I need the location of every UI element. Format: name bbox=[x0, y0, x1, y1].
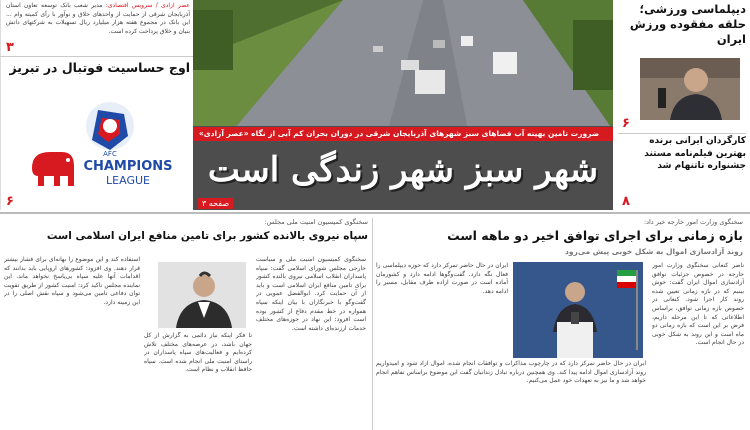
article-body-column: استفاده کند و این موضوع را بهانه‌ای برای فشار بیشتر قرار دهند. وی افزود: کشورهای اروپایی باید بدانند که اقدامات آنها علیه سپاه بی‌پاسخ نخواهد ماند. این نماینده مجلس تاکید کرد: امنیت کشور از طریق تقویت توان دفاعی تامین می‌شود و سپاه نقش اصلی را در این زمینه دارد. bbox=[4, 256, 140, 306]
section-rule bbox=[0, 212, 750, 214]
page-ref-badge: ۶ bbox=[6, 194, 14, 209]
main-headline[interactable]: شهر سبز شهر زندگی است bbox=[207, 150, 599, 190]
hero-caption: ضرورت تامین بهینه آب فضاهای سبز شهرهای آذربایجان شرقی در دوران بحران کم آبی از نگاه «عصر آزادی» bbox=[193, 127, 613, 141]
article-headline[interactable]: سپاه نیروی بالانده کشور برای تامین منافع ایران اسلامی است bbox=[46, 230, 368, 242]
elephant-icon bbox=[32, 152, 74, 186]
page-ref-badge: ۳ bbox=[6, 40, 14, 55]
article-body-column: ناصر کنعانی سخنگوی وزارت امور خارجه در خصوص جزئیات توافق آزادسازی اموال ایران گفت: خوش بینیم که در بازه زمانی تعیین شده روند کار اجرا شود. کنعانی در خصوص بازه زمانی توافق، براساس اطلاعاتی که تا این مرحله داریم، فرض بر این است که بازه زمانی دو ماه است و این روند به شکل خوبی در حال انجام است. bbox=[652, 262, 744, 347]
column-divider bbox=[372, 218, 373, 430]
article-headline[interactable]: بازه زمانی برای اجرای توافق اخیر دو ماهه است bbox=[447, 228, 743, 243]
left-top-story-label: عصر آزادی / سرویس اقتصادی: bbox=[105, 2, 190, 9]
mp-portrait-photo bbox=[158, 262, 246, 328]
article-body-column: تا فکر اینکه نیاز دائمی به گزارش از کل جهان باشد، در عرصه‌های مختلف تلاش کرده‌ایم و فعالیت‌های سپاه پاسداران در راستای امنیت ملی انجام شده است. سپاه حافظ انقلاب و نظام است. bbox=[144, 332, 252, 374]
hero-page-badge: صفحه ۳ bbox=[198, 198, 233, 209]
speaker-portrait-photo bbox=[640, 58, 740, 120]
right-story-filmmaker[interactable]: کارگردان ایرانی برنده بهترین فیلم‌نامه مستند جشنواره تاتنهام شد bbox=[644, 136, 746, 171]
page-ref-badge: ۶ bbox=[622, 116, 630, 131]
article-subheadline: روند آزادسازی اموال به شکل خوبی پیش می‌رود bbox=[565, 247, 743, 256]
article-body-column: ایران در حال حاضر تمرکز دارد که حوزه دیپلماسی را فعال نگه دارد. گفت‌وگوها ادامه دارد و کشورمان آماده است در صورت اراده طرف مقابل، مسیر را ادامه دهد. bbox=[376, 262, 508, 295]
page-ref-badge: ۸ bbox=[622, 194, 630, 209]
acl-logo-line1: AFC bbox=[103, 150, 117, 158]
article-kicker: سخنگوی وزارت امور خارجه خبر داد: bbox=[643, 218, 743, 226]
spokesperson-press-photo bbox=[513, 262, 643, 358]
article-body-column: ایران در حال حاضر تمرکز دارد که در چارچوب مذاکرات و توافقات انجام شده، اموال آزاد شود و امیدواریم روند آزادسازی اموال ادامه پیدا کند. وی همچنین درباره تبادل زندانیان گفت این موضوع براساس تفاهم انجام خواهد شد و ما نیز به تعهدات خود عمل می‌کنیم. bbox=[376, 360, 646, 385]
left-top-story-body: مدیر شعب بانک توسعه تعاون استان آذربایجان شرقی از حمایت از واحدهای خلاق و نوآور با رأی کمیته وام ... این بانک در مجموع هفته هزار میلیارد ریال تسهیلات به شرکتهای دانش بنیان و خلاق پرداخت کرده است. bbox=[6, 2, 190, 35]
divider bbox=[0, 56, 193, 57]
acl-ball-icon bbox=[86, 102, 134, 150]
acl-logo-line2: CHAMPIONS bbox=[83, 159, 173, 174]
article-body-column: سخنگوی کمیسیون امنیت ملی و سیاست خارجی مجلس شورای اسلامی گفت: سپاه پاسداران انقلاب اسلامی نیروی بالنده کشور برای تامین منافع ایران اسلامی است و باید از آن حمایت کرد. ابوالفضل عمویی در گفت‌وگو با خبرنگاران با بیان اینکه سپاه همواره در خط مقدم دفاع از کشور بوده است افزود: این نهاد در حوزه‌های مختلف خدمات ارزنده‌ای داشته است. bbox=[256, 256, 366, 332]
acl-logo-line3: LEAGUE bbox=[106, 174, 150, 187]
afc-champions-league-logo bbox=[28, 96, 178, 196]
article-kicker: سخنگوی کمیسیون امنیت ملی مجلس: bbox=[264, 218, 368, 226]
left-top-story[interactable] bbox=[6, 2, 190, 44]
right-story-sports-diplomacy[interactable]: دیپلماسی ورزشی؛ حلقه مفقوده ورزش ایران bbox=[629, 2, 746, 46]
divider bbox=[618, 133, 746, 134]
football-headline[interactable]: اوج حساسیت فوتبال در تبریز bbox=[9, 60, 190, 75]
